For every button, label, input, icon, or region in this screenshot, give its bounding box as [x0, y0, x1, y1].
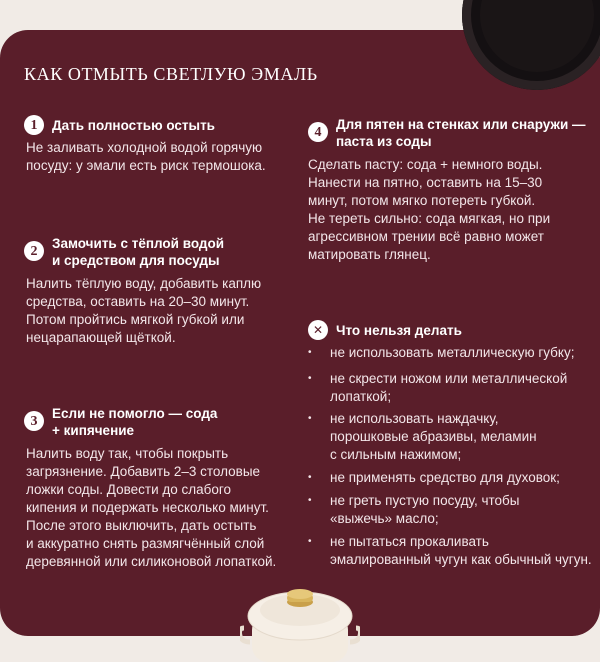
step-2-heading	[24, 235, 224, 269]
step-3-title: Если не помогло — сода + кипячение	[52, 406, 218, 438]
list-item-text: не использовать наждачку, порошковые абразивы, меламин с сильным нажимом;	[330, 411, 537, 462]
step-2-number-badge: 2	[24, 241, 44, 261]
cross-icon: ✕	[308, 320, 328, 340]
step-1-number-badge: 1	[24, 115, 44, 135]
step-1-title: Дать полностью остыть	[52, 118, 215, 133]
bullet-icon: •	[308, 373, 312, 384]
bullet-icon: •	[308, 536, 312, 547]
donts-title: Что нельзя делать	[336, 323, 462, 338]
donts-heading	[308, 322, 462, 340]
step-4-heading	[308, 116, 586, 150]
list-item-text: не скрести ножом или металлической лопаткой;	[330, 371, 568, 404]
step-4-title: Для пятен на стенках или снаружи — паста из соды	[336, 117, 586, 149]
list-item	[308, 344, 598, 362]
bullet-icon: •	[308, 347, 312, 358]
step-3-heading	[24, 405, 217, 439]
step-4-text: Сделать пасту: сода + немного воды. Нанести на пятно, оставить на 15–30 минут, потом мягко потереть губкой. Не тереть сильно: сода мягкая, но при агрессивном трении всё равно может матировать глянец.	[308, 157, 551, 262]
step-4-number-badge: 4	[308, 122, 328, 142]
step-2-text: Налить тёплую воду, добавить каплю средства, оставить на 20–30 минут. Потом пройтись мягкой губкой или нецарапающей щёткой.	[26, 276, 262, 345]
list-item-text: не применять средство для духовок;	[330, 470, 560, 485]
list-item	[308, 370, 598, 406]
list-item	[308, 410, 598, 464]
list-item-text: не греть пустую посуду, чтобы «выжечь» масло;	[330, 493, 520, 526]
list-item	[308, 469, 598, 487]
step-1-heading	[24, 117, 215, 135]
enamel-pot-image	[240, 572, 360, 662]
list-item-text: не пытаться прокаливать эмалированный чугун как обычный чугун.	[330, 534, 592, 567]
step-1-text: Не заливать холодной водой горячую посуду: у эмали есть риск термошока.	[26, 140, 266, 173]
bullet-icon: •	[308, 472, 312, 483]
bullet-icon: •	[308, 495, 312, 506]
list-item	[308, 533, 598, 569]
step-2-title: Замочить с тёплой водой и средством для посуды	[52, 236, 225, 268]
bullet-icon: •	[308, 413, 312, 424]
step-3-number-badge: 3	[24, 411, 44, 431]
list-item-text: не использовать металлическую губку;	[330, 345, 575, 360]
step-3-text: Налить воду так, чтобы покрыть загрязнение. Добавить 2–3 столовые ложки соды. Довести до слабого кипения и подержать несколько минут. После этого выключить, дать остыть и аккуратно снять размягчённый слой деревянной или силиконовой лопаткой.	[26, 446, 277, 569]
page-title: КАК ОТМЫТЬ СВЕТЛУЮ ЭМАЛЬ	[24, 64, 318, 84]
list-item	[308, 492, 598, 528]
